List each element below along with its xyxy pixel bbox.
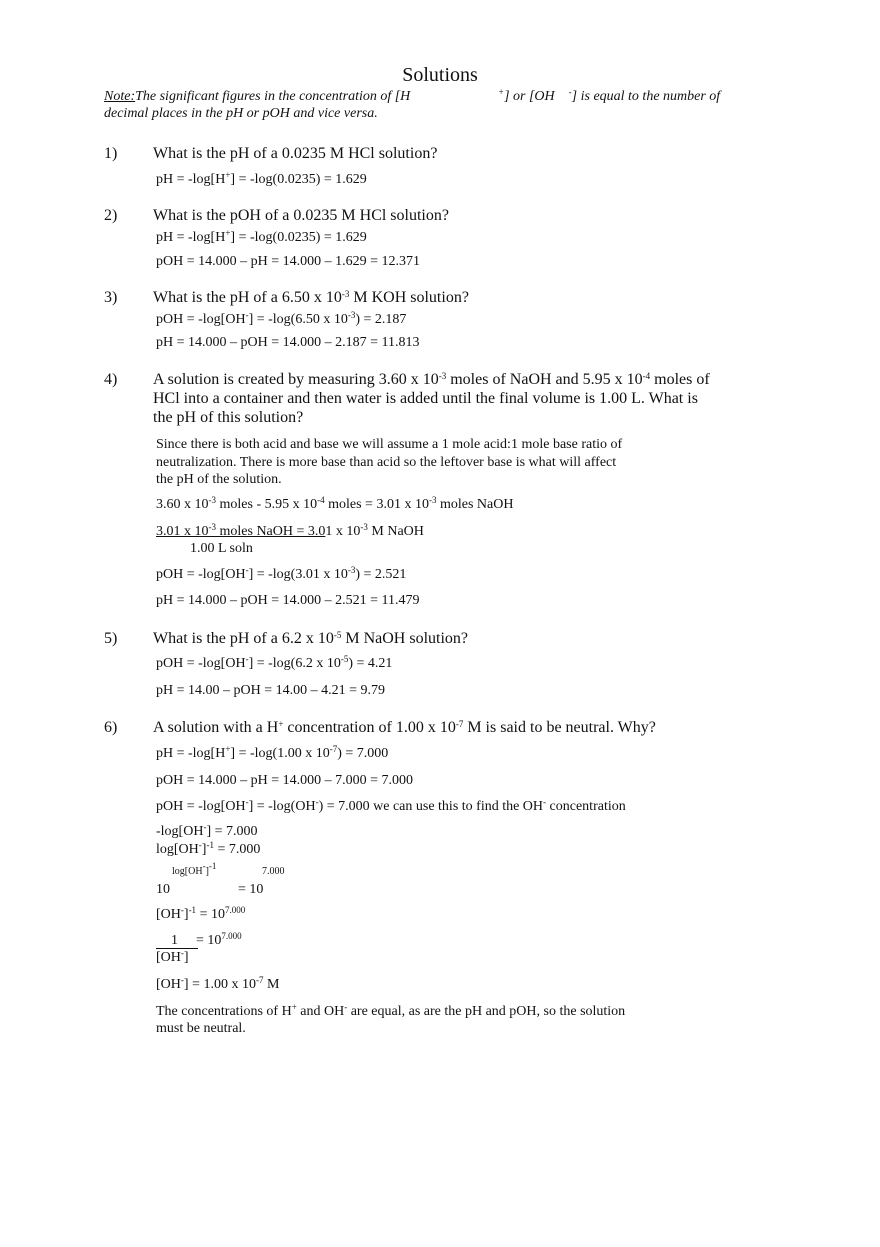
problem-6-log-2: $\log[OH^-]^{-1} = 7.000$	[156, 840, 261, 857]
problem-3-question: What is the pH of a 6.50 x $10^{-3}$ M KOH solution?	[153, 289, 469, 306]
problem-1-number: 1)	[104, 145, 118, 162]
note-minus: -	[568, 87, 572, 97]
problem-5-answer-1: pOH = -log[OH-] = -log(6.2 x $10^{-5}) = 4.21$	[156, 654, 393, 671]
problem-3-answer-1: pOH = -log[OH-] = -log(6.50 x $10^{-3}) = 2.187$	[156, 310, 407, 327]
note-text-a: The significant figures in the concentration of [H	[135, 89, 411, 104]
problem-6-conclusion-1: The concentrations of H+ and OH- are equal, as are the pH and pOH, so the solution	[156, 1002, 626, 1019]
problem-6-exp-base-2: = 10	[238, 882, 264, 897]
problem-4-fraction-denominator: 1.00 L soln	[190, 541, 253, 556]
problem-6-exp-base-1: 10	[156, 882, 170, 897]
problem-4-answer-1: pOH = -log[OH-] = -log(3.01 x $10^{-3}) = 2.521$	[156, 565, 407, 582]
page-title: Solutions	[402, 64, 478, 86]
problem-6-exp-superscript-2: 7.000	[262, 866, 285, 877]
problem-6-reciprocal-denominator: [OH-]	[156, 948, 189, 965]
problem-1-question: What is the pH of a 0.0235 M HCl solution?	[153, 145, 438, 162]
problem-4-calc-1: 3.60 x $10^{-3}$ moles - 5.95 x $10^{-4}$ moles = 3.01 x $10^{-3}$ moles NaOH	[156, 495, 514, 512]
problem-6-reciprocal-numerator: 1	[171, 933, 178, 948]
problem-6-inverse: $[OH^-]^{-1} = 10^{7.000}$	[156, 905, 246, 922]
problem-6-exp-superscript-1: $\log[OH^-]^{-1}$	[172, 861, 217, 877]
problem-4-question-1: A solution is created by measuring 3.60 x $10^{-3}$ moles of NaOH and 5.95 x $10^{-4}$ moles of	[153, 371, 710, 388]
problem-2-answer-1: pH = -log[H+] = -log(0.0235) = 1.629	[156, 228, 367, 245]
problem-6-log-1: -log[OH-] = 7.000	[156, 822, 258, 839]
problem-3-answer-2: pH = 14.000 – pOH = 14.000 – 2.187 = 11.813	[156, 335, 420, 350]
problem-6-reciprocal-rhs: = $10^{7.000}$	[196, 931, 242, 948]
problem-4-explanation-2: neutralization. There is more base than acid so the leftover base is what will affect	[156, 455, 617, 470]
problem-2-number: 2)	[104, 207, 118, 224]
note-text-c: ] is equal to the number of	[571, 89, 721, 104]
problem-4-question-2: HCl into a container and then water is added until the final volume is 1.00 L. What is	[153, 390, 698, 407]
note-plus: +	[498, 87, 505, 97]
note-label: Note:	[104, 89, 136, 104]
note-line-1	[104, 89, 410, 105]
problem-4-number: 4)	[104, 371, 118, 388]
problem-6-answer-3: pOH = -log[OH-] = -log(OH-) = 7.000 we can use this to find the OH- concentration	[156, 797, 626, 814]
problem-4-explanation-1: Since there is both acid and base we will assume a 1 mole acid:1 mole base ratio of	[156, 437, 623, 452]
problem-6-final: [OH-] = 1.00 x $10^{-7}$ M	[156, 975, 280, 992]
problem-5-number: 5)	[104, 630, 118, 647]
problem-4-fraction-numerator: 3.01 x $10^{-3}$ moles NaOH = 3.01 x $10^{-3}$ M NaOH	[156, 522, 424, 539]
problem-6-question: A solution with a H+ concentration of 1.00 x $10^{-7}$ M is said to be neutral. Why?	[153, 719, 656, 736]
problem-4-question-3: the pH of this solution?	[153, 409, 304, 426]
problem-5-question: What is the pH of a 6.2 x $10^{-5}$ M NaOH solution?	[153, 630, 469, 647]
problem-6-number: 6)	[104, 719, 118, 736]
problem-4-answer-2: pH = 14.000 – pOH = 14.000 – 2.521 = 11.479	[156, 593, 420, 608]
problem-3-number: 3)	[104, 289, 118, 306]
problem-6-answer-2: pOH = 14.000 – pH = 14.000 – 7.000 = 7.000	[156, 773, 414, 788]
note-line-1-b	[498, 89, 720, 105]
problem-5-answer-2: pH = 14.00 – pOH = 14.00 – 4.21 = 9.79	[156, 683, 386, 698]
problem-6-answer-1: pH = -log[H+] = -log(1.00 x $10^{-7}) = 7.000$	[156, 744, 389, 761]
problem-4-explanation-3: the pH of the solution.	[156, 472, 282, 487]
problem-2-answer-2: pOH = 14.000 – pH = 14.000 – 1.629 = 12.371	[156, 254, 421, 269]
problem-1-answer: pH = -log[H+] = -log(0.0235) = 1.629	[156, 170, 367, 187]
problem-2-question: What is the pOH of a 0.0235 M HCl solution?	[153, 207, 449, 224]
problem-6-conclusion-2: must be neutral.	[156, 1021, 246, 1036]
fraction-bar	[156, 948, 198, 949]
note-line-2: decimal places in the pH or pOH and vice versa.	[104, 106, 378, 121]
note-text-b: ] or [OH	[504, 89, 555, 104]
